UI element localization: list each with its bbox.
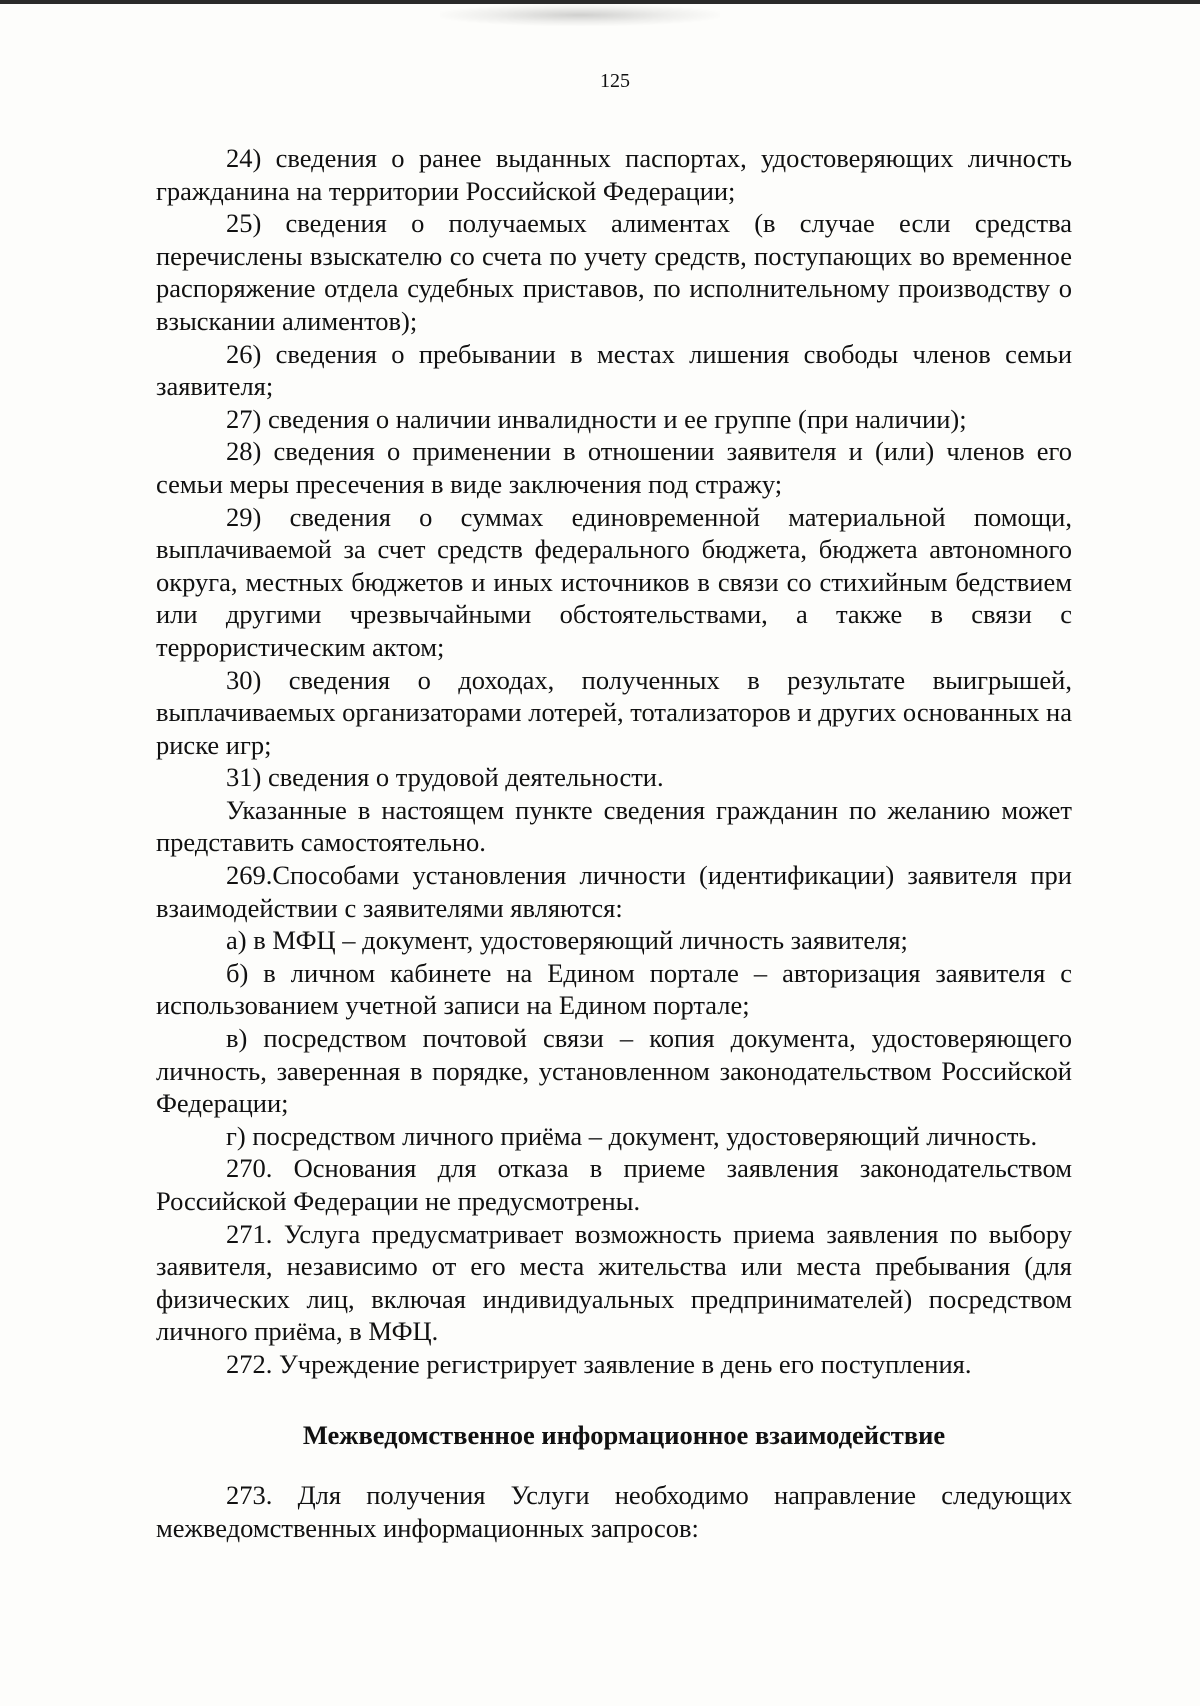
paragraph-273: 273. Для получения Услуги необходимо направление следующих межведомственных информационных запросов:: [156, 1480, 1072, 1543]
paragraph-item-27: 27) сведения о наличии инвалидности и ее группе (при наличии);: [226, 403, 967, 434]
paragraph-270: 270. Основания для отказа в приеме заявления законодательством Российской Федерации не предусмотрены.: [156, 1153, 1072, 1216]
paragraph-note: Указанные в настоящем пункте сведения гражданин по желанию может представить самостоятельно.: [156, 794, 1072, 858]
scan-artifact: [440, 4, 720, 26]
paragraph-269-v: в) посредством почтовой связи – копия документа, удостоверяющего личность, заверенная в порядке, установленном законодательством Российской Федерации;: [156, 1023, 1072, 1119]
paragraph-269: 269.Способами установления личности (идентификации) заявителя при взаимодействии с заявителями являются:: [156, 860, 1072, 923]
paragraph-item-28: 28) сведения о применении в отношении заявителя и (или) членов его семьи меры пресечения в виде заключения под стражу;: [156, 436, 1072, 499]
paragraph-item-31: 31) сведения о трудовой деятельности.: [226, 762, 664, 793]
paragraph-item-26: 26) сведения о пребывании в местах лишения свободы членов семьи заявителя;: [156, 338, 1072, 402]
paragraph-item-30: 30) сведения о доходах, полученных в результате выигрышей, выплачиваемых организаторами лотерей, тотализаторов и других основанных на риске игр;: [156, 664, 1072, 760]
paragraph-item-29: 29) сведения о суммах единовременной материальной помощи, выплачиваемой за счет средств федерального бюджета, бюджета автономного округа, местных бюджетов и иных источников в связи со стихийным бедствием или другими чрезвычайными обстоятельствами, а также в связи с террористическим актом;: [156, 501, 1072, 662]
page-number: 125: [600, 70, 630, 92]
paragraph-269-g: г) посредством личного приёма – документ, удостоверяющий личность.: [226, 1120, 1038, 1151]
paragraph-269-b: б) в личном кабинете на Едином портале – авторизация заявителя с использованием учетной записи на Едином портале;: [156, 957, 1072, 1021]
paragraph-item-24: 24) сведения о ранее выданных паспортах, удостоверяющих личность гражданина на территории Российской Федерации;: [156, 143, 1072, 206]
paragraph-272: 272. Учреждение регистрирует заявление в день его поступления.: [226, 1348, 972, 1379]
section-heading: Межведомственное информационное взаимодействие: [302, 1419, 946, 1450]
paragraph-271: 271. Услуга предусматривает возможность приема заявления по выбору заявителя, независимо от его места жительства или места пребывания (для физических лиц, включая индивидуальных предпринимателей) посредством личного приёма, в МФЦ.: [156, 1218, 1072, 1347]
paragraph-item-25: 25) сведения о получаемых алиментах (в случае если средства перечислены взыскателю со счета по учету средств, поступающих во временное распоряжение отдела судебных приставов, по исполнительному производству о взыскании алиментов);: [156, 208, 1072, 336]
paragraph-269-a: а) в МФЦ – документ, удостоверяющий личность заявителя;: [226, 925, 908, 956]
document-body: [156, 142, 1072, 1544]
